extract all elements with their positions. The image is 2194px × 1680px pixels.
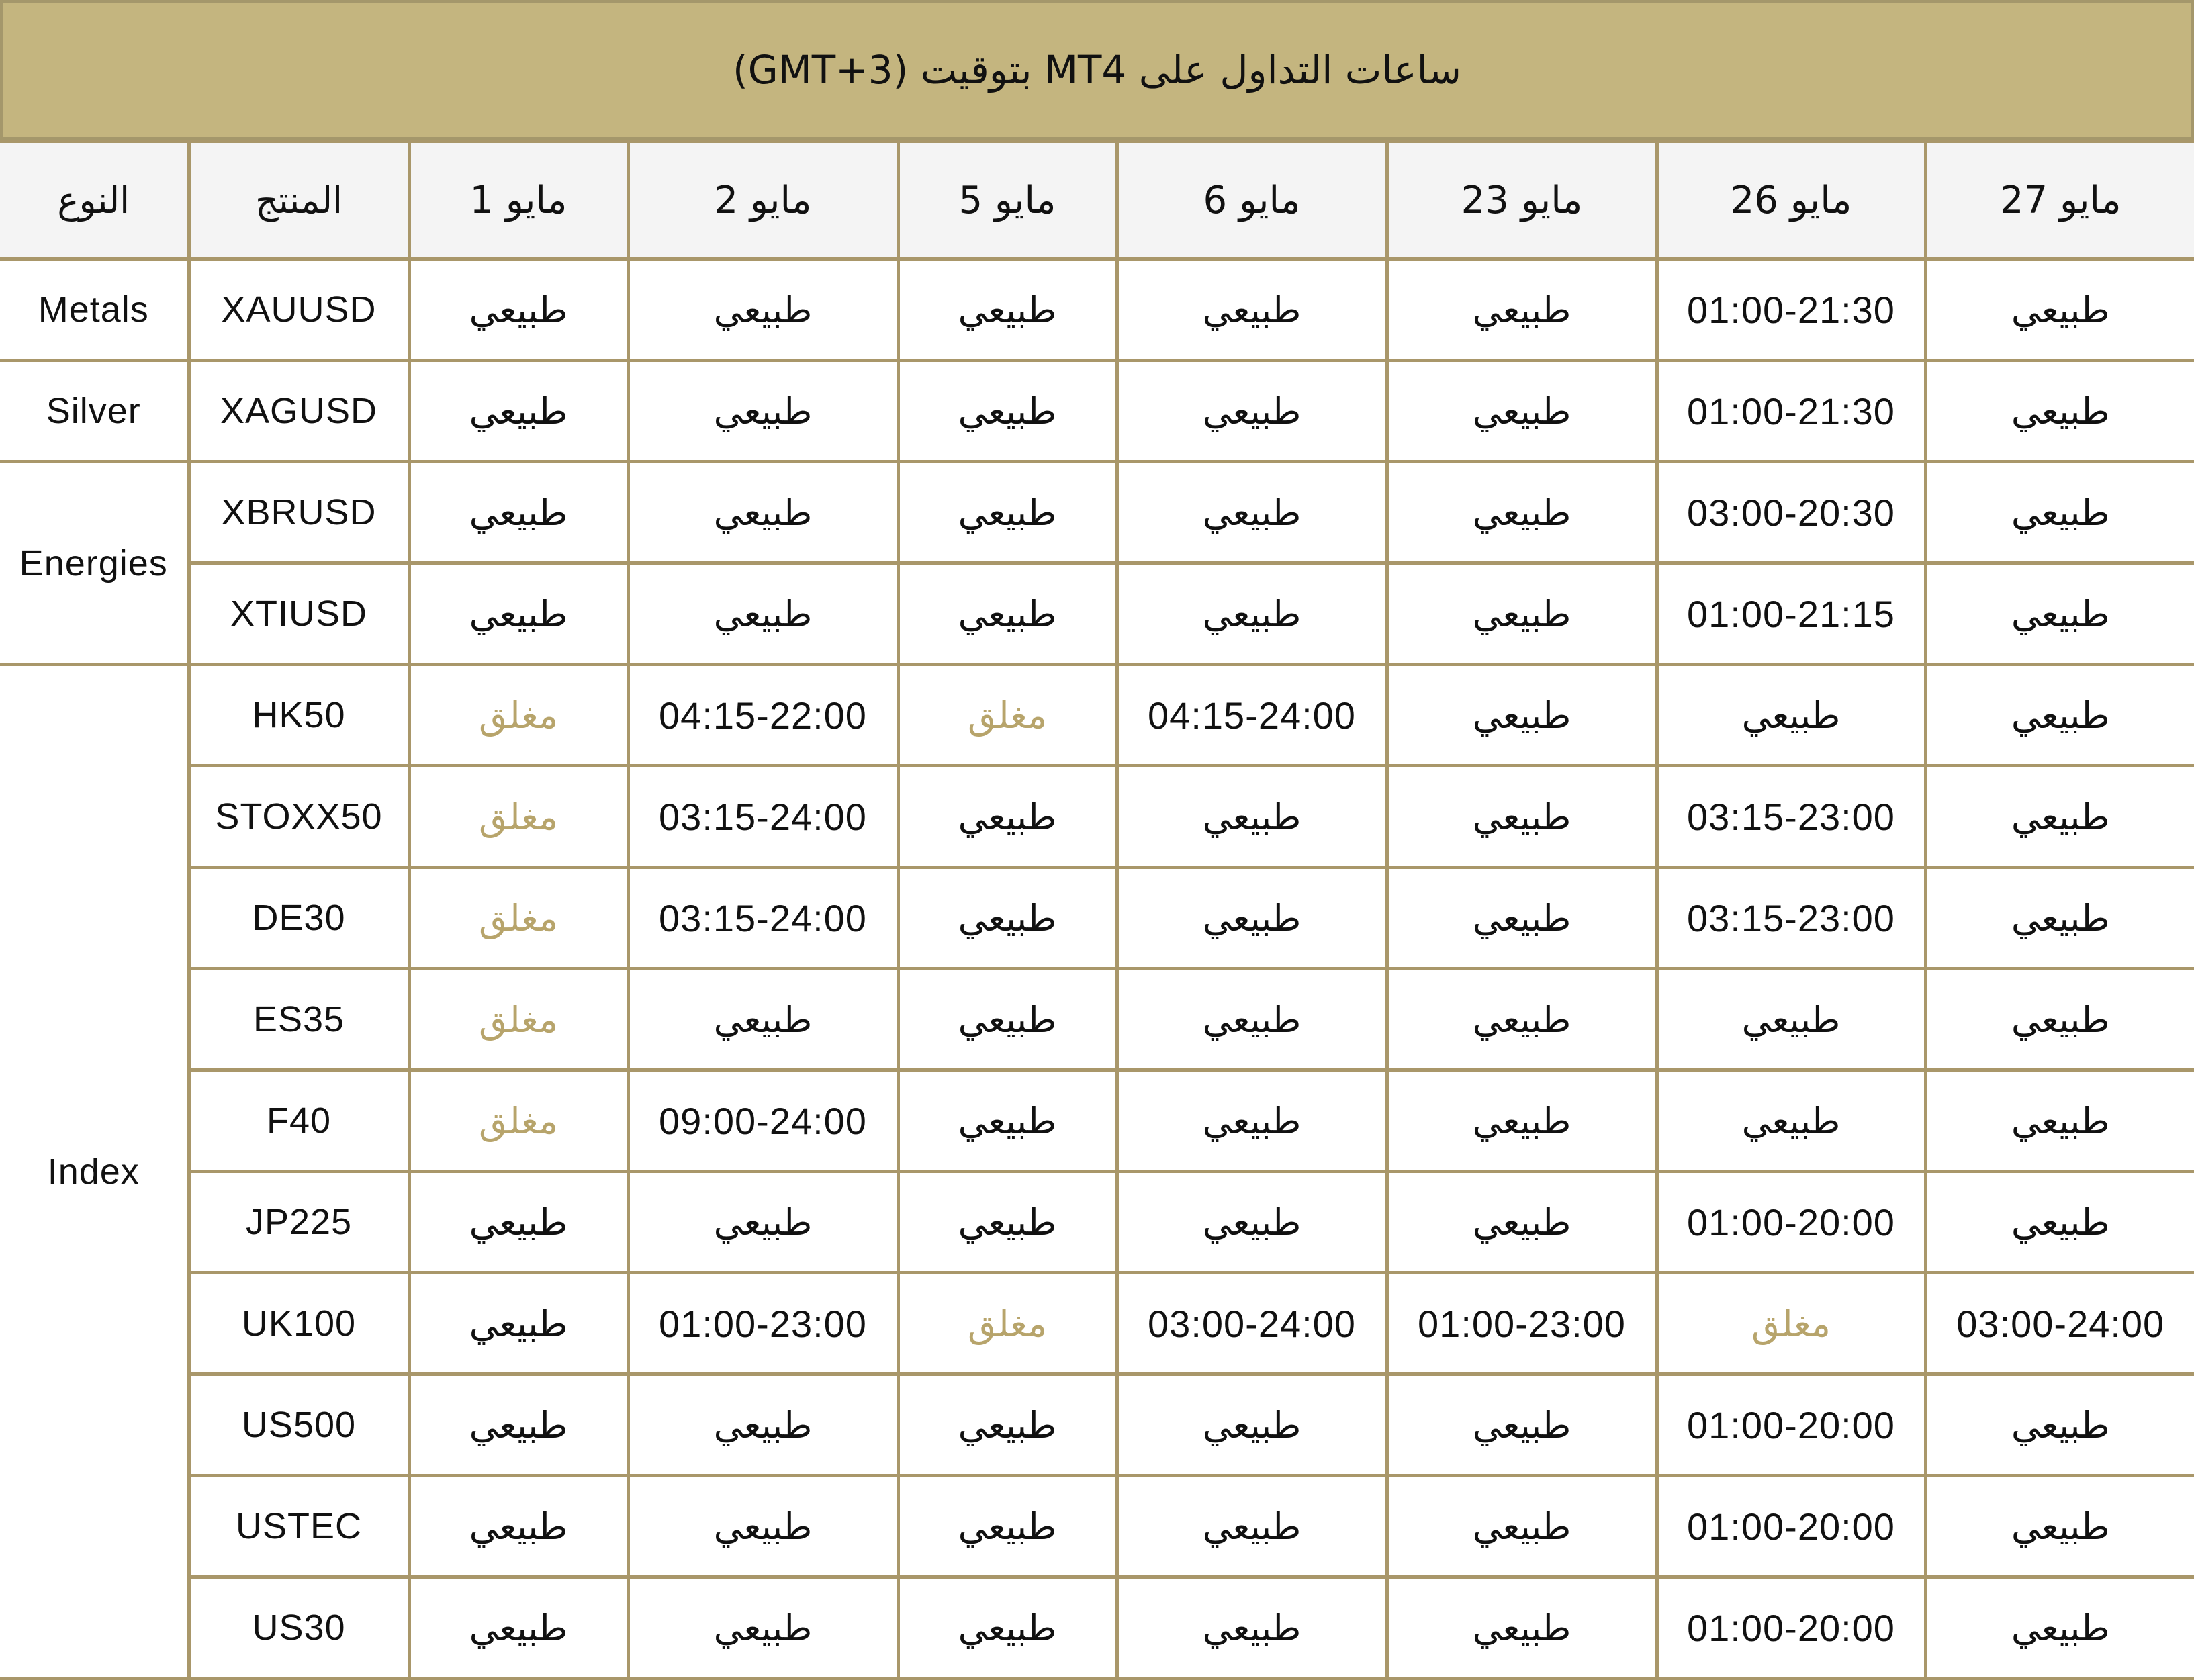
hours-cell: طبيعي: [409, 563, 628, 665]
hours-cell: مغلق: [898, 1273, 1117, 1374]
hours-cell: طبيعي: [1925, 665, 2194, 766]
hours-cell: طبيعي: [898, 1070, 1117, 1172]
column-header-day: مايو 5: [898, 142, 1117, 259]
hours-cell: 01:00-20:00: [1657, 1172, 1925, 1273]
table-row: [0, 361, 2194, 462]
product-cell: US30: [189, 1577, 409, 1679]
hours-cell: طبيعي: [1387, 969, 1657, 1070]
table-row: [0, 1374, 2194, 1476]
hours-cell: طبيعي: [1925, 462, 2194, 563]
hours-cell: 01:00-23:00: [628, 1273, 898, 1374]
hours-cell: مغلق: [409, 1070, 628, 1172]
hours-cell: طبيعي: [1925, 1070, 2194, 1172]
hours-cell: طبيعي: [628, 1172, 898, 1273]
hours-cell: طبيعي: [409, 1476, 628, 1577]
hours-cell: طبيعي: [628, 1577, 898, 1679]
hours-cell: طبيعي: [1925, 1476, 2194, 1577]
hours-cell: طبيعي: [898, 462, 1117, 563]
hours-cell: طبيعي: [898, 1374, 1117, 1476]
hours-cell: 03:15-24:00: [628, 868, 898, 969]
hours-cell: 01:00-20:00: [1657, 1577, 1925, 1679]
type-cell: Energies: [0, 462, 189, 665]
hours-cell: طبيعي: [1925, 361, 2194, 462]
hours-cell: طبيعي: [628, 563, 898, 665]
column-header-day: مايو 27: [1925, 142, 2194, 259]
hours-cell: طبيعي: [1117, 969, 1387, 1070]
hours-cell: طبيعي: [1925, 766, 2194, 868]
hours-cell: طبيعي: [1387, 462, 1657, 563]
title-band: [0, 0, 2194, 140]
hours-cell: 03:00-24:00: [1117, 1273, 1387, 1374]
hours-cell: طبيعي: [1925, 1172, 2194, 1273]
hours-cell: طبيعي: [628, 969, 898, 1070]
hours-cell: طبيعي: [628, 1476, 898, 1577]
column-header-product: المنتج: [189, 142, 409, 259]
table-row: [0, 462, 2194, 563]
hours-cell: طبيعي: [409, 361, 628, 462]
product-cell: UK100: [189, 1273, 409, 1374]
hours-cell: 01:00-21:30: [1657, 361, 1925, 462]
hours-cell: 03:00-24:00: [1925, 1273, 2194, 1374]
hours-cell: طبيعي: [1925, 563, 2194, 665]
hours-cell: طبيعي: [1387, 1172, 1657, 1273]
header-row: [0, 142, 2194, 259]
hours-cell: 01:00-20:00: [1657, 1374, 1925, 1476]
hours-cell: طبيعي: [1657, 969, 1925, 1070]
column-header-type: النوع: [0, 142, 189, 259]
table-row: [0, 1577, 2194, 1679]
product-cell: XTIUSD: [189, 563, 409, 665]
hours-cell: طبيعي: [1117, 1374, 1387, 1476]
hours-cell: مغلق: [898, 665, 1117, 766]
hours-cell: طبيعي: [409, 462, 628, 563]
hours-cell: طبيعي: [1925, 259, 2194, 361]
hours-cell: طبيعي: [1117, 1172, 1387, 1273]
hours-cell: طبيعي: [409, 1577, 628, 1679]
type-cell: Index: [0, 665, 189, 1679]
hours-cell: مغلق: [1657, 1273, 1925, 1374]
hours-cell: طبيعي: [1925, 1374, 2194, 1476]
hours-cell: مغلق: [409, 868, 628, 969]
hours-cell: طبيعي: [1925, 1577, 2194, 1679]
hours-cell: طبيعي: [898, 868, 1117, 969]
hours-cell: طبيعي: [1117, 563, 1387, 665]
hours-cell: 01:00-21:30: [1657, 259, 1925, 361]
hours-cell: 01:00-21:15: [1657, 563, 1925, 665]
hours-cell: مغلق: [409, 665, 628, 766]
hours-cell: طبيعي: [628, 1374, 898, 1476]
product-cell: XBRUSD: [189, 462, 409, 563]
hours-cell: طبيعي: [898, 766, 1117, 868]
trading-hours-table: [0, 140, 2194, 1680]
hours-cell: طبيعي: [1925, 969, 2194, 1070]
table-row: [0, 259, 2194, 361]
hours-cell: طبيعي: [1657, 1070, 1925, 1172]
hours-cell: طبيعي: [1387, 361, 1657, 462]
hours-cell: طبيعي: [1387, 1070, 1657, 1172]
hours-cell: طبيعي: [409, 1273, 628, 1374]
hours-cell: مغلق: [409, 969, 628, 1070]
hours-cell: طبيعي: [1117, 462, 1387, 563]
hours-cell: طبيعي: [898, 1577, 1117, 1679]
product-cell: JP225: [189, 1172, 409, 1273]
hours-cell: طبيعي: [409, 1172, 628, 1273]
hours-cell: طبيعي: [628, 259, 898, 361]
hours-cell: طبيعي: [898, 1172, 1117, 1273]
column-header-day: مايو 23: [1387, 142, 1657, 259]
hours-cell: 01:00-20:00: [1657, 1476, 1925, 1577]
hours-cell: طبيعي: [1387, 766, 1657, 868]
product-cell: STOXX50: [189, 766, 409, 868]
product-cell: XAUUSD: [189, 259, 409, 361]
type-cell: Metals: [0, 259, 189, 361]
hours-cell: طبيعي: [1387, 563, 1657, 665]
hours-cell: طبيعي: [628, 361, 898, 462]
hours-cell: طبيعي: [409, 1374, 628, 1476]
table-row: [0, 1273, 2194, 1374]
hours-cell: 09:00-24:00: [628, 1070, 898, 1172]
table-row: [0, 868, 2194, 969]
column-header-day: مايو 6: [1117, 142, 1387, 259]
hours-cell: طبيعي: [1387, 259, 1657, 361]
hours-cell: طبيعي: [409, 259, 628, 361]
hours-cell: طبيعي: [1387, 868, 1657, 969]
column-header-day: مايو 26: [1657, 142, 1925, 259]
table-body: [0, 259, 2194, 1679]
table-row: [0, 969, 2194, 1070]
table-row: [0, 563, 2194, 665]
hours-cell: طبيعي: [898, 563, 1117, 665]
hours-cell: 03:15-24:00: [628, 766, 898, 868]
hours-cell: 01:00-23:00: [1387, 1273, 1657, 1374]
hours-cell: طبيعي: [1387, 1374, 1657, 1476]
page-title: ساعات التداول على MT4 بتوقيت (GMT+3): [733, 47, 1461, 93]
product-cell: ES35: [189, 969, 409, 1070]
hours-cell: طبيعي: [1387, 1577, 1657, 1679]
product-cell: XAGUSD: [189, 361, 409, 462]
table-row: [0, 665, 2194, 766]
hours-cell: 03:15-23:00: [1657, 868, 1925, 969]
hours-cell: 03:15-23:00: [1657, 766, 1925, 868]
hours-cell: طبيعي: [1117, 1577, 1387, 1679]
column-header-day: مايو 2: [628, 142, 898, 259]
hours-cell: طبيعي: [1657, 665, 1925, 766]
hours-cell: طبيعي: [1117, 1476, 1387, 1577]
product-cell: HK50: [189, 665, 409, 766]
type-cell: Silver: [0, 361, 189, 462]
table-row: [0, 766, 2194, 868]
hours-cell: طبيعي: [1117, 259, 1387, 361]
hours-cell: طبيعي: [1925, 868, 2194, 969]
hours-cell: طبيعي: [898, 259, 1117, 361]
product-cell: DE30: [189, 868, 409, 969]
hours-cell: مغلق: [409, 766, 628, 868]
hours-cell: طبيعي: [898, 361, 1117, 462]
hours-cell: طبيعي: [898, 1476, 1117, 1577]
hours-cell: طبيعي: [1387, 665, 1657, 766]
hours-cell: طبيعي: [1117, 361, 1387, 462]
table-row: [0, 1172, 2194, 1273]
hours-cell: طبيعي: [898, 969, 1117, 1070]
column-header-day: مايو 1: [409, 142, 628, 259]
table-row: [0, 1070, 2194, 1172]
hours-cell: 04:15-24:00: [1117, 665, 1387, 766]
hours-cell: 04:15-22:00: [628, 665, 898, 766]
hours-cell: طبيعي: [1117, 868, 1387, 969]
product-cell: F40: [189, 1070, 409, 1172]
hours-cell: طبيعي: [1387, 1476, 1657, 1577]
hours-cell: طبيعي: [1117, 766, 1387, 868]
product-cell: US500: [189, 1374, 409, 1476]
hours-cell: طبيعي: [1117, 1070, 1387, 1172]
hours-cell: طبيعي: [628, 462, 898, 563]
hours-cell: 03:00-20:30: [1657, 462, 1925, 563]
table-row: [0, 1476, 2194, 1577]
product-cell: USTEC: [189, 1476, 409, 1577]
